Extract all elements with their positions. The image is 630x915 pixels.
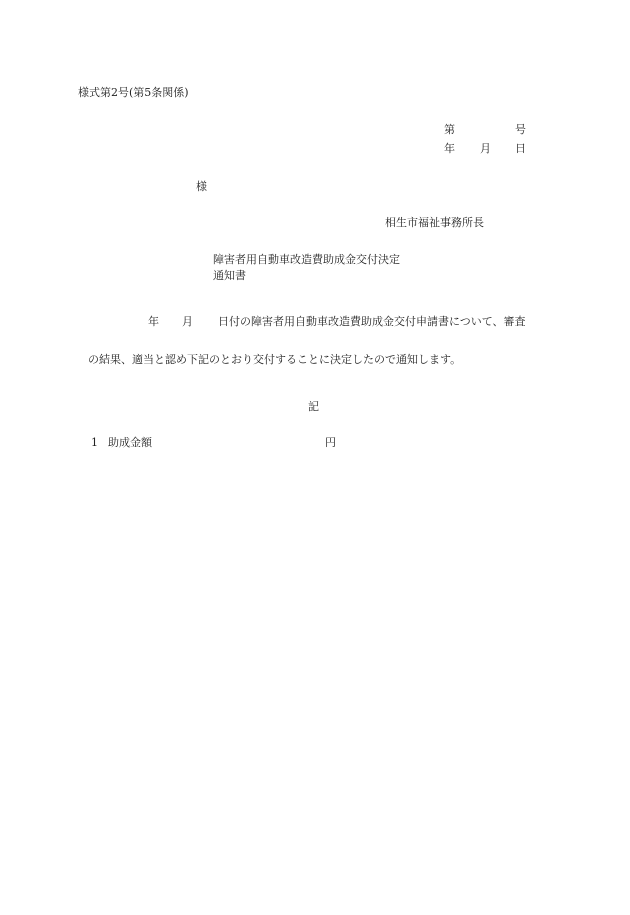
document-title-line2: 通知書 [213,269,246,282]
body-month: 月 [182,315,193,328]
date-day: 日 [515,142,526,155]
ki-heading: 記 [308,400,319,413]
item-unit: 円 [325,436,336,449]
date-year: 年 [444,142,455,155]
body-line2: の結果、適当と認め下記のとおり交付することに決定したので通知します。 [88,353,462,366]
recipient-suffix: 様 [196,180,207,193]
body-line1: 日付の障害者用自動車改造費助成金交付申請書について、審査 [218,315,526,328]
date-month: 月 [480,142,491,155]
body-year: 年 [148,315,159,328]
number-prefix: 第 [444,123,455,136]
document-title-line1: 障害者用自動車改造費助成金交付決定 [213,253,400,266]
number-suffix: 号 [515,123,526,136]
form-label: 様式第2号(第5条関係) [78,86,189,99]
issuer-name: 相生市福祉事務所長 [385,216,484,229]
item-label: 助成金額 [108,436,152,449]
item-number: 1 [91,436,98,449]
